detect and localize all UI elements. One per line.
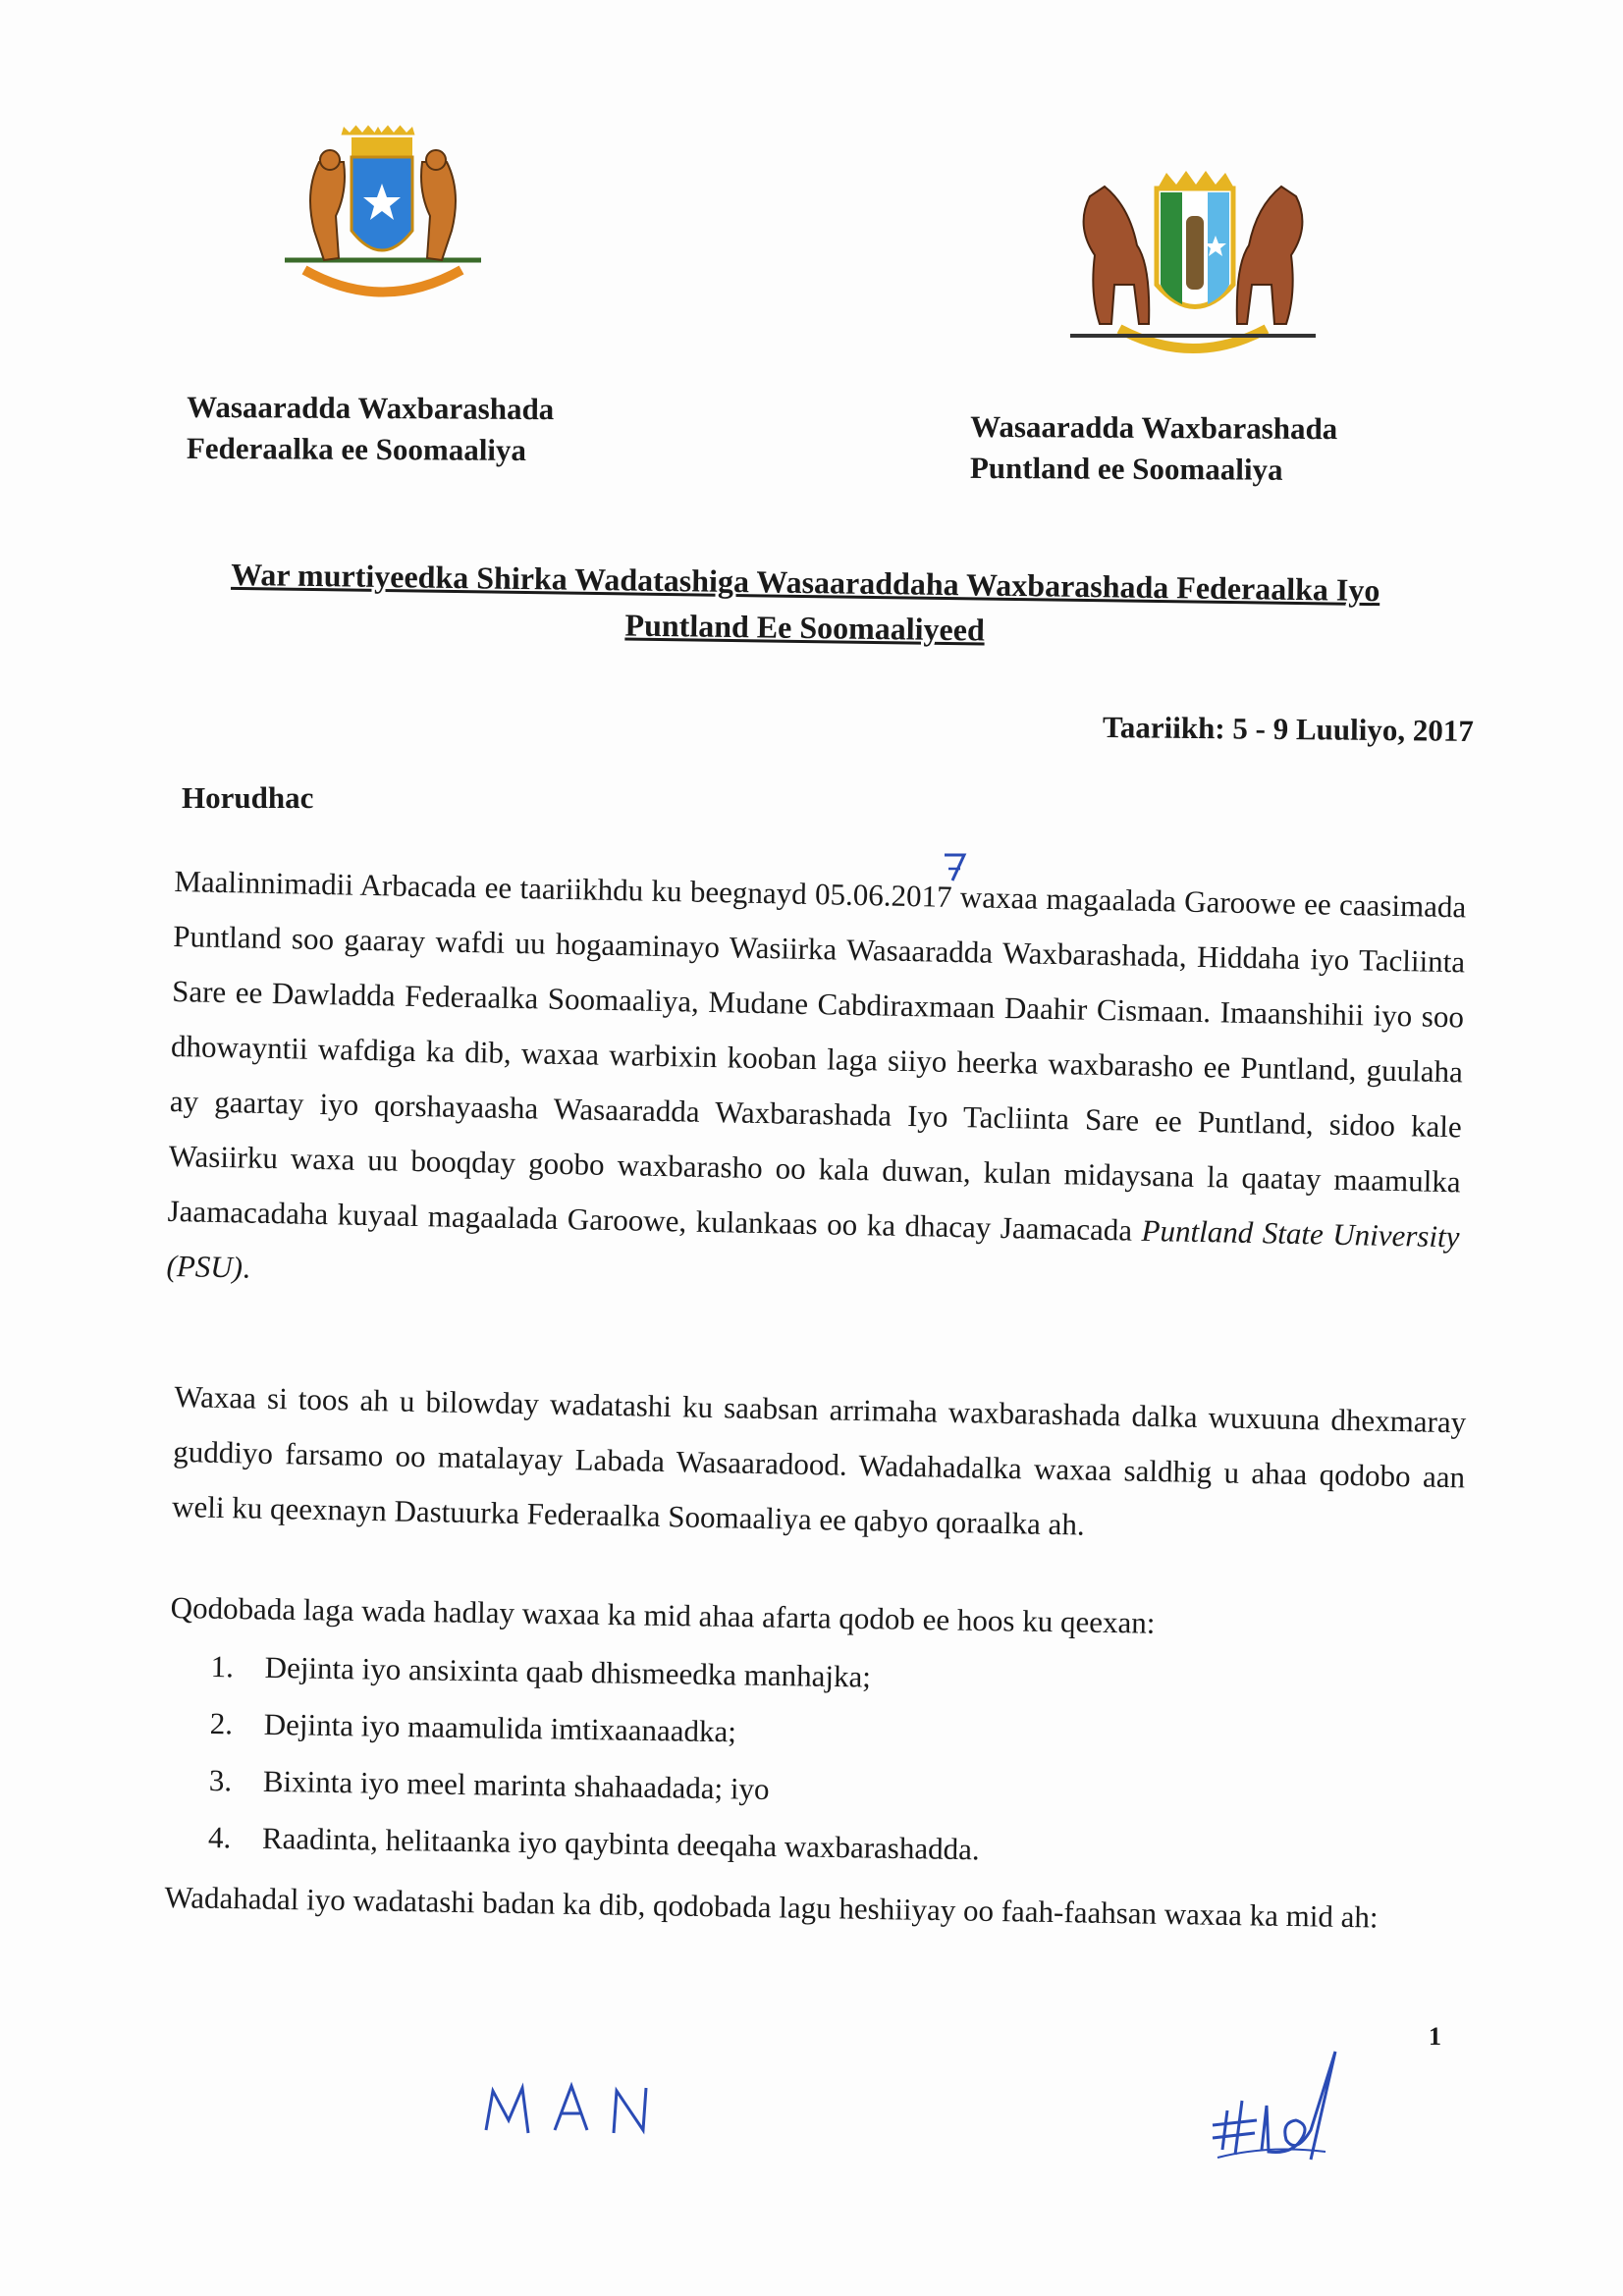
section-heading: Horudhac bbox=[182, 780, 314, 815]
list-item-number: 1. bbox=[210, 1649, 235, 1684]
handwritten-correction bbox=[941, 849, 970, 888]
page-number: 1 bbox=[1429, 2022, 1441, 2051]
handwritten-initials bbox=[481, 2076, 677, 2145]
list-item-text: Dejinta iyo maamulida imtixaanaadka; bbox=[263, 1706, 737, 1749]
document-date: Taariikh: 5 - 9 Luuliyo, 2017 bbox=[1103, 710, 1475, 748]
puntland-ministry-line-1: Wasaaradda Waxbarashada bbox=[970, 408, 1338, 447]
document-title-line-2: Puntland Ee Soomaaliyeed bbox=[624, 607, 986, 648]
document-title-line-1: War murtiyeedka Shirka Wadatashiga Wasaaraddaha Waxbarashada Federaalka Iyo bbox=[230, 556, 1380, 609]
list-item-text: Dejinta iyo ansixinta qaab dhismeedka manhajka; bbox=[264, 1649, 872, 1694]
list-item-text: Bixinta iyo meel marinta shahaadada; iyo bbox=[262, 1763, 770, 1806]
list-item-text: Raadinta, helitaanka iyo qaybinta deeqaha waxbarashadda. bbox=[261, 1820, 980, 1867]
agreement-paragraph: Wadahadal iyo wadatashi badan ka dib, qodobada lagu heshiiyay oo faah-faahsan waxaa ka mid ah: bbox=[164, 1879, 1379, 1935]
intro-paragraph-text: Maalinnimadii Arbacada ee taariikhdu ku beegnayd 05.06.2017 waxaa magaalada Garoowe ee caasimada Puntland soo gaaray wafdi uu hogaaminayo Wasiirka Wasaaradda Waxbarashada, Hiddaha iyo Tacliinta Sare ee Dawladda Federaalka Soomaaliya, Mudane Cabdiraxmaan Daahir Cismaan. Imaanshihii iyo soo dhowayntii wafdiga ka dib, waxaa warbixin kooban laga siiyo heerka waxbarasho ee Puntland, guulaha ay gaartay iyo qorshayaasha Wasaaradda Waxbarashada Iyo Tacliinta Sare ee Puntland, sidoo kale Wasiirku waxa uu booqday goobo waxbarasho oo kala duwan, kulan midaysana la qaatay maamulka Jaamacadaha kuyaal magaalada Garoowe, kulankaas oo ka dhacay Jaamacada bbox=[167, 863, 1467, 1248]
federal-ministry-line-1: Wasaaradda Waxbarashada bbox=[187, 389, 555, 427]
intro-paragraph-end: . bbox=[242, 1250, 251, 1285]
list-item-number: 3. bbox=[208, 1762, 233, 1798]
topics-intro: Qodobada laga wada hadlay waxaa ka mid ahaa afarta qodob ee hoos ku qeexan: bbox=[170, 1590, 1156, 1640]
puntland-ministry-name bbox=[970, 406, 1338, 491]
puntland-coat-of-arms-icon bbox=[1051, 167, 1335, 373]
intro-paragraph bbox=[166, 854, 1467, 1319]
list-item-number: 2. bbox=[209, 1705, 234, 1741]
topics-list bbox=[207, 1649, 982, 1889]
document-title bbox=[146, 551, 1463, 660]
federal-ministry-name bbox=[187, 387, 555, 471]
consultation-paragraph: Waxaa si toos ah u bilowday wadatashi ku saabsan arrimaha waxbarashada dalka wuxuuna dhexmaray guddiyo farsamo oo matalayay Labada Wasaaradood. Wadahadalka waxaa saldhig u ahaa qodobo aan weli ku qeexnayn Dastuurka Federaalka Soomaaliya ee qabyo qoraalka ah. bbox=[171, 1378, 1467, 1542]
puntland-ministry-line-2: Puntland ee Soomaaliya bbox=[969, 450, 1283, 487]
university-name: Puntland State University (PSU) bbox=[166, 1212, 1460, 1285]
list-item-number: 4. bbox=[207, 1819, 232, 1855]
federal-ministry-line-2: Federaalka ee Soomaaliya bbox=[186, 430, 527, 467]
somalia-coat-of-arms-icon bbox=[245, 123, 520, 319]
signature bbox=[1208, 2042, 1355, 2169]
